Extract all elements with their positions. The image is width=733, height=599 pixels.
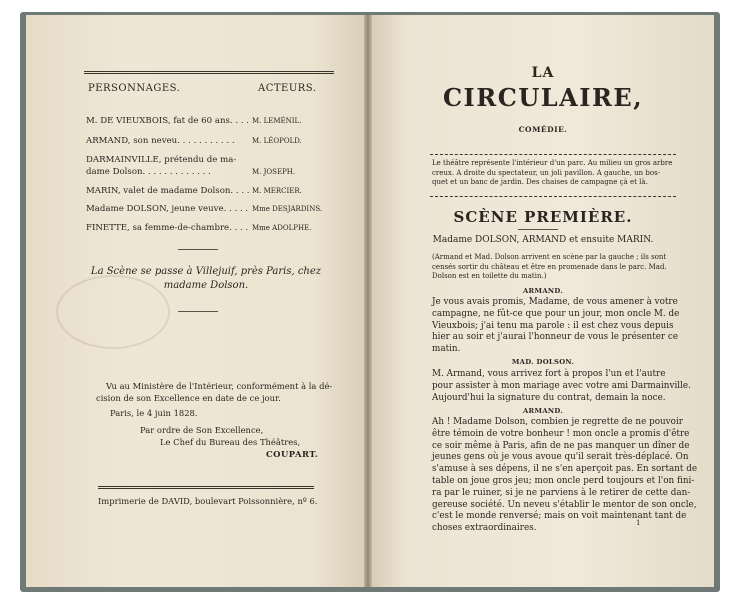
actor-name: M. MERCIER.	[252, 187, 302, 195]
character-name: DARMAINVILLE, prétendu de ma-	[86, 155, 237, 165]
play-title: CIRCULAIRE,	[442, 83, 644, 112]
speech-line: pour assister à mon mariage avec votre ami Darmainville.	[432, 380, 691, 391]
direction-line: (Armand et Mad. Dolson arrivent en scène par la gauche ; ils sont	[432, 253, 667, 261]
cast-header-characters: PERSONNAGES.	[88, 83, 181, 94]
actor-name: M. LEMÉNIL.	[252, 117, 302, 125]
character-name: MARIN, valet de madame Dolson. . . .	[86, 186, 250, 196]
speech-line: hier au soir et j'aurai l'honneur de vous le présenter ce	[432, 332, 679, 343]
speech-block	[432, 369, 691, 404]
cast-row	[86, 115, 326, 127]
setting-line: La Scène se passe à Villejuif, près Paris, chez	[90, 266, 322, 277]
character-name: ARMAND, son neveu. . . . . . . . . . .	[86, 136, 235, 146]
speech-line: Aujourd'hui la signature du contrat, demain la noce.	[432, 392, 666, 403]
signature: COUPART.	[266, 449, 319, 459]
speaker-name: MAD. DOLSON.	[511, 358, 575, 366]
actor-name: M. LÉOPOLD.	[252, 137, 302, 145]
bottom-rule	[98, 486, 314, 489]
speech-line: matin.	[432, 344, 461, 355]
actor-name: Mme ADOLPHE.	[252, 224, 312, 232]
speech-line: table on joue gros jeu; mon oncle perd toujours et l'on fini-	[432, 475, 695, 486]
cast-row	[86, 185, 326, 197]
scene-characters: Madame DOLSON, ARMAND et ensuite MARIN.	[432, 235, 654, 245]
character-name: Madame DOLSON, jeune veuve. . . . .	[86, 204, 249, 214]
cast-row	[86, 154, 326, 166]
approval-line: Vu au Ministère de l'Intérieur, conformément à la dé-	[106, 381, 333, 391]
scene-heading: SCÈNE PREMIÈRE.	[453, 208, 633, 226]
speech-line: choses extraordinaires.	[432, 523, 537, 534]
speech-line: Vieuxbois; j'ai tenu ma parole : il est chez vous depuis	[432, 320, 674, 331]
speech-line: M. Armand, vous arrivez fort à propos l'un et l'autre	[432, 369, 666, 379]
cast-row	[86, 222, 326, 234]
approval-date: Paris, le 4 juin 1828.	[110, 408, 198, 418]
printer-line: Imprimerie de DAVID, boulevart Poissonnière, nº 6.	[98, 496, 318, 506]
speech-line: être témoin de votre bonheur ! mon oncle a promis d'être	[432, 428, 690, 439]
actor-name: Mme DESJARDINS.	[252, 205, 323, 213]
open-book	[20, 12, 720, 592]
title-article: LA	[531, 65, 555, 81]
stage-line: quet et un banc de jardin. Des chaises de campagne çà et là.	[432, 178, 648, 187]
speech-line: ra par le ruiner, si je ne parviens à le retirer de cette dan-	[432, 487, 691, 498]
speech-line: jeunes gens où je vous avoue qu'il serait très-déplacé. On	[432, 452, 689, 463]
top-rule	[84, 71, 334, 74]
left-page	[26, 15, 364, 587]
cast-row	[86, 203, 326, 215]
right-page	[372, 15, 714, 587]
direction-line: censés sortir du château et être en promenade dans le parc. Mad.	[432, 262, 667, 271]
speech-block	[432, 417, 698, 535]
ornament-rule	[178, 249, 218, 250]
page-number: 1	[636, 519, 641, 527]
order-line: Par ordre de Son Excellence,	[140, 425, 264, 435]
stage-rule-top	[430, 154, 676, 155]
direction-line: Dolson est en toilette du matin.)	[432, 272, 547, 281]
speech-line: ce soir même à Paris, afin de ne pas manquer un dîner de	[432, 440, 690, 451]
actor-name: M. JOSEPH.	[252, 168, 296, 176]
stage-line: creux. A droite du spectateur, un joli pavillon. A gauche, un bos-	[432, 168, 661, 177]
character-name: FINETTE, sa femme-de-chambre. . . .	[86, 223, 249, 233]
play-genre: COMÉDIE.	[518, 125, 568, 134]
speech-line: campagne, ne fût-ce que pour un jour, mon oncle M. de	[432, 308, 680, 319]
speech-line: gereuse société. Un neveu s'établir le mentor de son oncle,	[432, 499, 697, 510]
speech-block	[432, 297, 682, 356]
character-name: dame Dolson. . . . . . . . . . . . .	[86, 167, 211, 177]
speech-line: c'est le monde renversé; mais on voit maintenant tant de	[432, 511, 687, 522]
cast-row	[86, 135, 326, 147]
setting-text	[66, 265, 346, 293]
speaker-name: ARMAND.	[522, 407, 564, 415]
speaker-name: ARMAND.	[522, 287, 564, 295]
cast-row	[86, 166, 326, 178]
speech-line: Je vous avais promis, Madame, de vous amener à votre	[432, 297, 678, 307]
stage-direction	[432, 253, 682, 282]
character-name: M. DE VIEUXBOIS, fat de 60 ans. . . .	[86, 116, 250, 126]
stage-line: Le théâtre représente l'intérieur d'un parc. Au milieu un gros arbre	[432, 159, 673, 167]
ornament-rule	[518, 229, 558, 230]
speech-line: Ah ! Madame Dolson, combien je regrette de ne pouvoir	[432, 417, 683, 427]
approval-line: cision de son Excellence en date de ce jour.	[96, 393, 281, 403]
stage-description	[432, 159, 678, 188]
book-gutter	[364, 15, 372, 587]
chef-line: Le Chef du Bureau des Théâtres,	[160, 437, 301, 447]
censorship-approval	[96, 380, 358, 460]
speech-line: s'amuse à ses dépens, il ne s'en aperçoit pas. En sortant de	[432, 464, 698, 475]
stage-rule-bottom	[430, 196, 676, 197]
ornament-rule	[178, 311, 218, 312]
cast-header-actors: ACTEURS.	[258, 83, 317, 94]
setting-line: madame Dolson.	[163, 280, 249, 291]
